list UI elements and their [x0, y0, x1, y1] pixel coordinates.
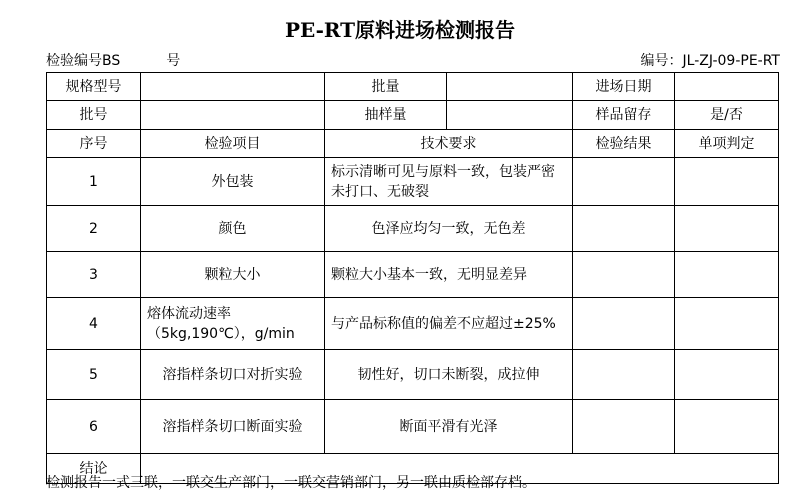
row-seq: 1 — [47, 158, 141, 206]
batch-no-label: 批号 — [47, 101, 141, 130]
table-row — [47, 400, 779, 454]
table-row — [47, 252, 779, 298]
row-requirement: 与产品标称值的偏差不应超过±25% — [325, 298, 573, 350]
row-seq: 6 — [47, 400, 141, 454]
report-title: PE-RT原料进场检测报告 — [284, 18, 516, 42]
arrival-date-label: 进场日期 — [573, 73, 675, 101]
batch-qty-label: 批量 — [325, 73, 447, 101]
row-requirement: 断面平滑有光泽 — [325, 400, 573, 454]
row-result — [573, 206, 675, 252]
column-header-row — [47, 130, 779, 158]
row-seq: 2 — [47, 206, 141, 252]
row-judgement — [675, 206, 779, 252]
row-item: 颗粒大小 — [141, 252, 325, 298]
batch-qty-value — [447, 73, 573, 101]
row-judgement — [675, 350, 779, 400]
row-seq: 4 — [47, 298, 141, 350]
report-number-line — [46, 50, 180, 70]
sample-qty-value — [447, 101, 573, 130]
row-result — [573, 350, 675, 400]
row-result — [573, 400, 675, 454]
sample-qty-label: 抽样量 — [325, 101, 447, 130]
row-item: 外包装 — [141, 158, 325, 206]
col-item: 检验项目 — [141, 130, 325, 158]
row-item: 熔体流动速率（5kg,190℃），g/min — [141, 298, 325, 350]
col-judgement: 单项判定 — [675, 130, 779, 158]
row-result — [573, 158, 675, 206]
row-requirement: 颗粒大小基本一致，无明显差异 — [325, 252, 573, 298]
document-code: 编号：JL-ZJ-09-PE-RT — [640, 53, 780, 69]
inspection-table — [46, 72, 779, 484]
batch-no-value — [141, 101, 325, 130]
row-judgement — [675, 158, 779, 206]
conclusion-label: 结论 — [47, 454, 141, 484]
row-requirement: 韧性好，切口未断裂，成拉伸 — [325, 350, 573, 400]
sample-keep-value: 是/否 — [675, 101, 779, 130]
footer-note: 检测报告一式三联，一联交生产部门，一联交营销部门，另一联由质检部存档。 — [46, 475, 536, 491]
report-number-label: 检验编号BS — [46, 53, 121, 69]
table-row — [47, 158, 779, 206]
spec-value — [141, 73, 325, 101]
row-result — [573, 252, 675, 298]
row-item: 溶指样条切口对折实验 — [141, 350, 325, 400]
row-item: 颜色 — [141, 206, 325, 252]
col-seq: 序号 — [47, 130, 141, 158]
row-judgement — [675, 252, 779, 298]
col-requirement: 技术要求 — [325, 130, 573, 158]
row-judgement — [675, 298, 779, 350]
table-row — [47, 298, 779, 350]
col-result: 检验结果 — [573, 130, 675, 158]
spec-label: 规格型号 — [47, 73, 141, 101]
row-seq: 5 — [47, 350, 141, 400]
table-row — [47, 206, 779, 252]
row-result — [573, 298, 675, 350]
row-requirement: 标示清晰可见与原料一致，包装严密未打口、无破裂 — [325, 158, 573, 206]
row-seq: 3 — [47, 252, 141, 298]
row-requirement: 色泽应均匀一致，无色差 — [325, 206, 573, 252]
report-number-suffix: 号 — [166, 53, 181, 69]
arrival-date-value — [675, 73, 779, 101]
table-row — [47, 350, 779, 400]
row-judgement — [675, 400, 779, 454]
row-item: 溶指样条切口断面实验 — [141, 400, 325, 454]
info-row-2 — [47, 101, 779, 130]
sample-keep-label: 样品留存 — [573, 101, 675, 130]
info-row-1 — [47, 73, 779, 101]
